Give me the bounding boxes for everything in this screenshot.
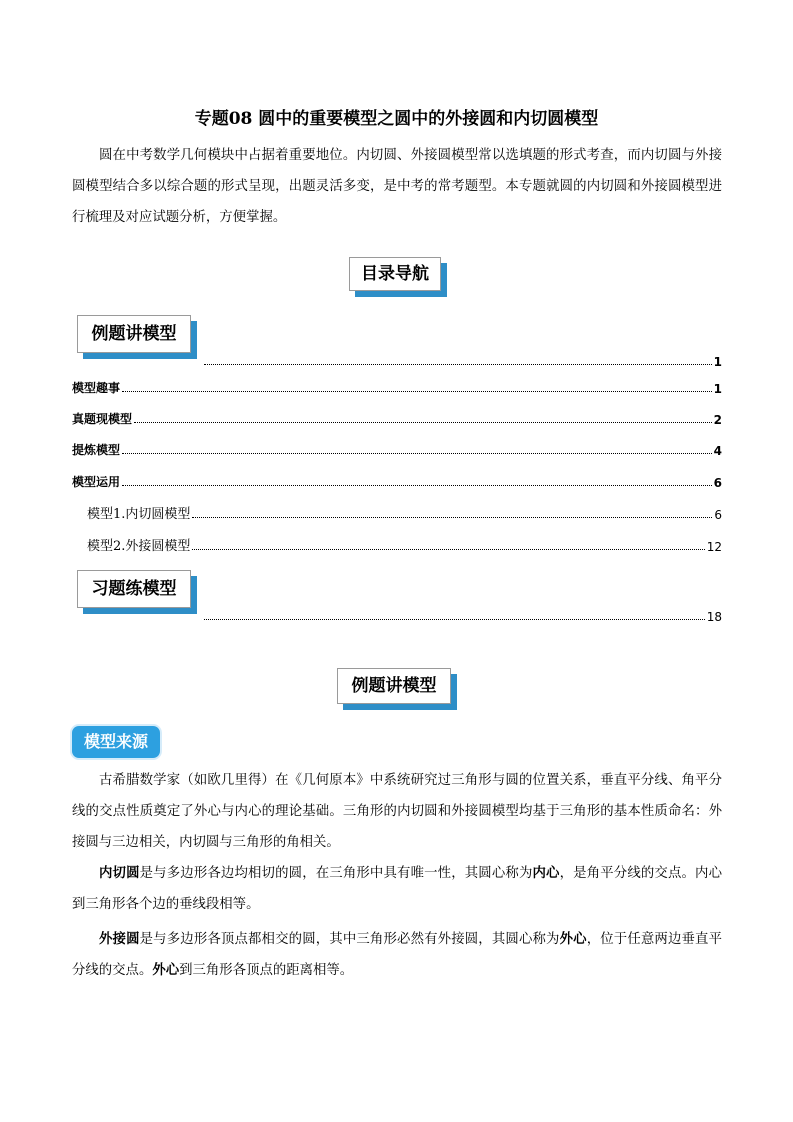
toc-row-model-application[interactable]: 模型运用 6 <box>72 475 722 490</box>
model-source-tag: 模型来源 <box>72 726 160 758</box>
toc-row-model-story[interactable]: 模型趣事 1 <box>72 381 722 396</box>
toc-row-examples[interactable]: 1 <box>72 351 722 369</box>
toc-section-heading-exercises[interactable]: 习题练模型 <box>77 570 191 608</box>
toc-row-exercises[interactable]: 18 <box>72 606 722 624</box>
body-paragraph-1: 古希腊数学家（如欧几里得）在《几何原本》中系统研究过三角形与圆的位置关系，垂直平分线、角平分线的交点性质奠定了外心与内心的理论基础。三角形的内切圆和外接圆模型均基于三角形的基本性质命名：外接圆与三边相关，内切圆与三角形的角相关。 <box>72 773 722 850</box>
intro-paragraph: 圆在中考数学几何模块中占据着重要地位。内切圆、外接圆模型常以选填题的形式考查，而内切圆与外接圆模型结合多以综合题的形式呈现，出题灵活多变，是中考的常考题型。本专题就圆的内切圆和外接圆模型进行梳理及对应试题分析，方便掌握。 <box>72 148 722 225</box>
section-heading: 例题讲模型 <box>337 668 451 704</box>
document-title: 专题08 圆中的重要模型之圆中的外接圆和内切圆模型 <box>194 109 599 129</box>
toc-row-refine-model[interactable]: 提炼模型 4 <box>72 443 722 458</box>
body-paragraph-3: 外接圆是与多边形各顶点都相交的圆，其中三角形必然有外接圆，其圆心称为外心，位于任意两边垂直平分线的交点。外心到三角形各顶点的距离相等。 <box>72 931 722 978</box>
toc-section-heading-examples[interactable]: 例题讲模型 <box>77 315 191 353</box>
toc-row-incircle-model[interactable]: 模型1.内切圆模型 6 <box>87 507 722 522</box>
toc-heading: 目录导航 <box>349 257 441 291</box>
toc-row-real-questions[interactable]: 真题现模型 2 <box>72 412 722 427</box>
toc-row-circumcircle-model[interactable]: 模型2.外接圆模型 12 <box>87 539 722 554</box>
toc-leader <box>204 364 712 365</box>
toc-leader <box>204 619 705 620</box>
body-paragraph-2: 内切圆是与多边形各边均相切的圆，在三角形中具有唯一性，其圆心称为内心，是角平分线的交点。内心到三角形各个边的垂线段相等。 <box>72 865 722 912</box>
